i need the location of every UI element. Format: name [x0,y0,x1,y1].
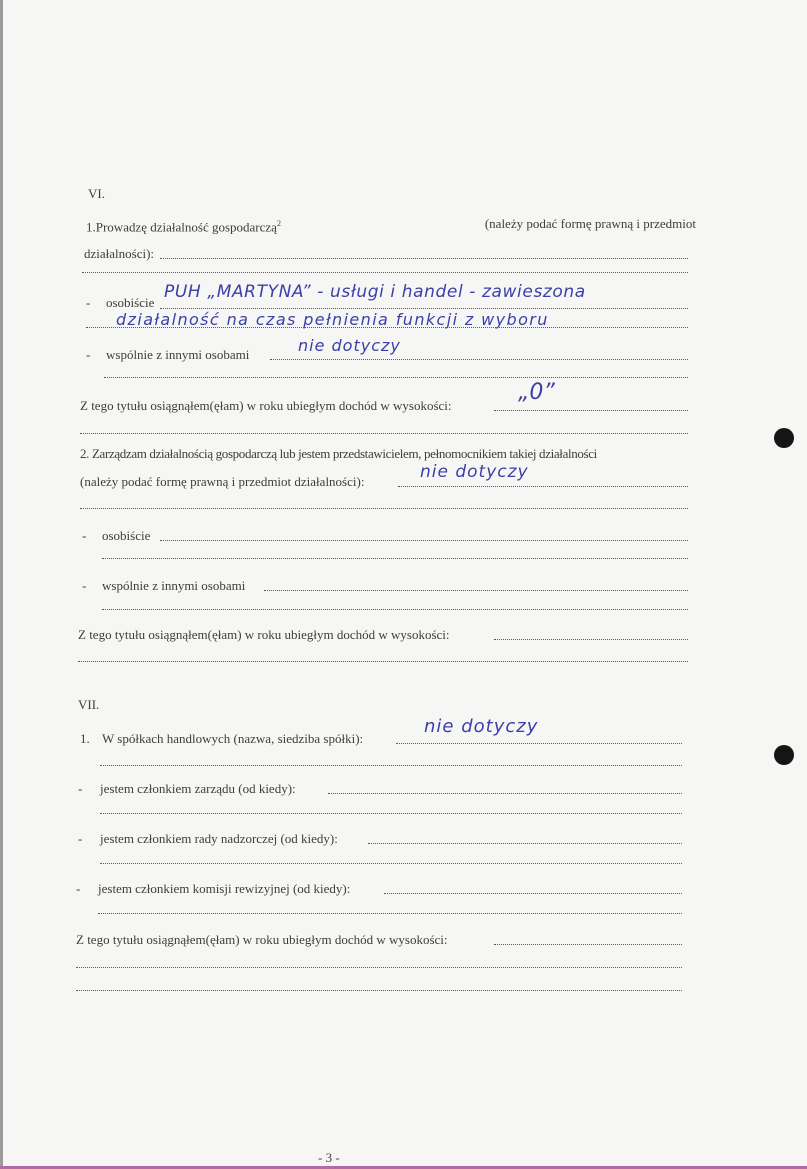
vi-item1-line2: działalności): [84,246,155,261]
vi-item2-line1: 2. Zarządzam działalnością gospodarczą lub jestem przedstawicielem, pełnomocnikiem takiej działalności [80,446,597,461]
section-vi-heading: VI. [88,186,105,201]
vii-audit-fill-line-1[interactable] [384,893,682,894]
vii-supervisory-fill-line-1[interactable] [368,843,682,844]
vi-jointly-handwriting: nie dotyczy [298,336,401,355]
vii-audit-label: jestem członkiem komisji rewizyjnej (od kiedy): [98,881,351,896]
vi-jointly2-fill-line-1[interactable] [264,590,688,591]
vi-personally2-fill-line-2[interactable] [102,558,688,559]
vii-board-label: jestem członkiem zarządu (od kiedy): [100,781,296,796]
vi-personally-label: osobiście [106,295,155,310]
vii-item1-number: 1. [80,731,90,746]
vii-audit-fill-line-2[interactable] [98,913,682,914]
scan-left-edge [0,0,3,1169]
vii-item1-label: W spółkach handlowych (nazwa, siedziba spółki): [102,731,364,746]
vi-item1-fill-line-1[interactable] [160,258,688,259]
punch-hole-bottom [774,745,794,765]
vi-item2-line2: (należy podać formę prawną i przedmiot działalności): [80,474,365,489]
vi-personally2-label: osobiście [102,528,151,543]
vi-income2-label: Z tego tytułu osiągnąłem(ęłam) w roku ubiegłym dochód w wysokości: [78,627,450,642]
vii-income-fill-line-1[interactable] [494,944,682,945]
vi-income-label: Z tego tytułu osiągnąłem(ęłam) w roku ubiegłym dochód w wysokości: [80,398,452,413]
bullet: - [76,881,81,896]
vi-jointly-fill-line-1[interactable] [270,359,688,360]
vii-income-fill-line-3[interactable] [76,990,682,991]
vi-item1-text: 1.Prowadzę działalność gospodarczą$^2$ [86,219,281,235]
bullet: - [86,347,91,362]
vi-personally-handwriting-1: PUH „MARTYNA” - usługi i handel - zawieszona [164,282,586,302]
vi-jointly2-label: wspólnie z innymi osobami [102,578,246,593]
vi-item2-handwriting: nie dotyczy [420,462,529,482]
vii-supervisory-label: jestem członkiem rady nadzorczej (od kiedy): [100,831,338,846]
vi-jointly2-fill-line-2[interactable] [102,609,688,610]
section-vii-heading: VII. [78,697,100,712]
vi-item1-fill-line-2[interactable] [82,272,688,273]
vi-item2-fill-line-2[interactable] [80,508,688,509]
vi-jointly-fill-line-2[interactable] [104,377,688,378]
vii-item1-handwriting: nie dotyczy [424,716,539,737]
vi-income-handwriting: „0” [518,380,555,405]
punch-hole-top [774,428,794,448]
vii-item1-fill-line-1[interactable] [396,743,682,744]
bullet: - [78,781,83,796]
page-number: - 3 - [318,1150,340,1165]
bullet: - [86,295,91,310]
vi-item2-fill-line-1[interactable] [398,486,688,487]
vi-income-fill-line-2[interactable] [80,433,688,434]
vii-board-fill-line-1[interactable] [328,793,682,794]
vi-personally-fill-line-2[interactable] [86,327,688,328]
bullet: - [82,528,87,543]
vi-item1-text-rest: (należy podać formę prawną i przedmiot [484,216,696,231]
vi-personally-handwriting-2: działalność na czas pełnienia funkcji z wyboru [116,310,549,329]
vi-personally-fill-line-1[interactable] [160,308,688,309]
vi-income-fill-line[interactable] [494,410,688,411]
footnote-ref: 2 [276,219,281,228]
vi-personally2-fill-line-1[interactable] [160,540,688,541]
vii-income-fill-line-2[interactable] [76,967,682,968]
vii-item1-fill-line-2[interactable] [100,765,682,766]
vi-income2-fill-line-1[interactable] [494,639,688,640]
vii-income-label: Z tego tytułu osiągnąłem(ęłam) w roku ubiegłym dochód w wysokości: [76,932,448,947]
bullet: - [82,578,87,593]
vi-jointly-label: wspólnie z innymi osobami [106,347,250,362]
vii-supervisory-fill-line-2[interactable] [100,863,682,864]
vii-board-fill-line-2[interactable] [100,813,682,814]
vi-item1-line1 [86,216,696,235]
vi-income2-fill-line-2[interactable] [78,661,688,662]
bullet: - [78,831,83,846]
